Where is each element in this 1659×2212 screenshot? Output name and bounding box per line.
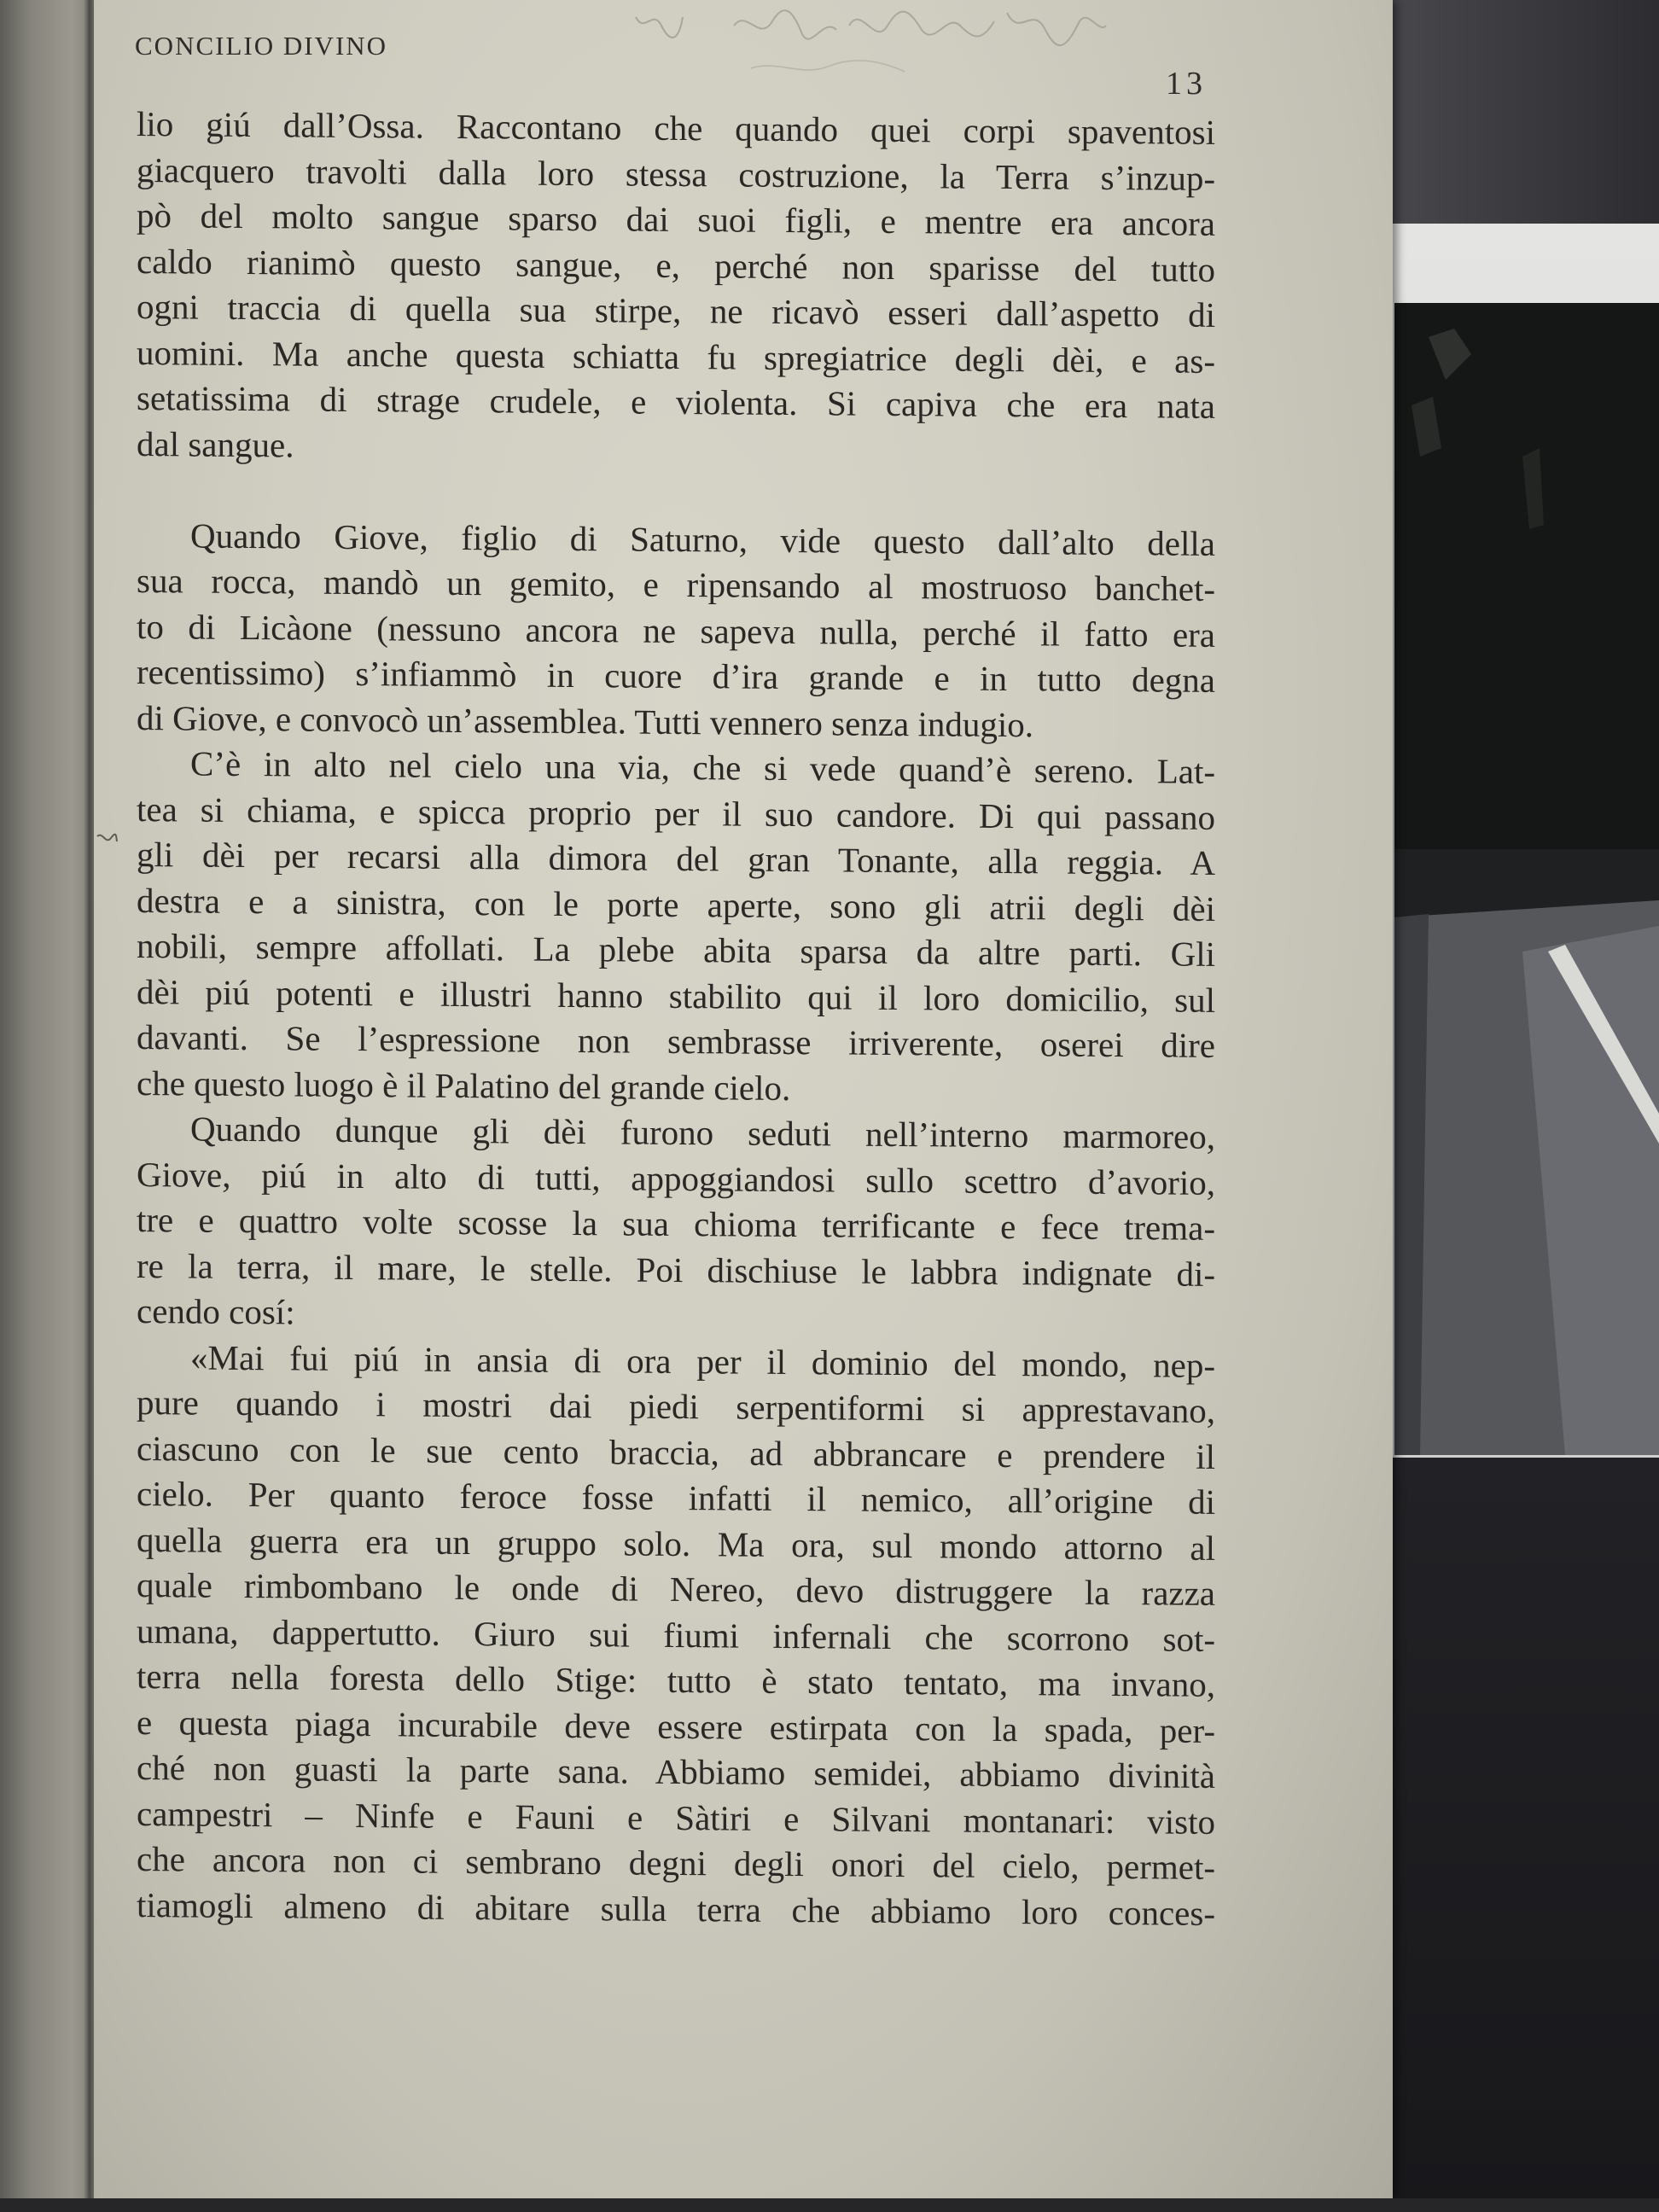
pencil-margin-mark: [96, 830, 118, 850]
text-line: cendo cosí:: [137, 1291, 295, 1332]
section-break: [137, 467, 1215, 521]
paragraph: [137, 513, 1215, 749]
pencil-annotation: [632, 0, 1109, 94]
text-line: che ancora non ci sembrano degni degli onori del cielo, permet-: [137, 1839, 1215, 1887]
text-line: uomini. Ma anche questa schiatta fu spregiatrice degli dèi, e as-: [137, 332, 1215, 381]
text-line: quale rimbombano le onde di Nereo, devo distruggere la razza: [137, 1565, 1215, 1613]
text-line: sua rocca, mandò un gemito, e ripensando al mostruoso banchet-: [137, 561, 1215, 608]
text-line: recentissimo) s’infiammò in cuore d’ira grande e in tutto degna: [137, 652, 1215, 700]
text-line: che questo luogo è il Palatino del grande cielo.: [137, 1062, 791, 1108]
text-line: tiamogli almeno di abitare sulla terra che abbiamo loro conces-: [137, 1884, 1215, 1933]
text-line: ciascuno con le sue cento braccia, ad abbrancare e prendere il: [137, 1428, 1215, 1476]
text-line: nobili, sempre affollati. La plebe abita sparsa da altre parti. Gli: [137, 926, 1215, 974]
text-line: di Giove, e convocò un’assemblea. Tutti vennero senza indugio.: [137, 697, 1033, 744]
paragraph: [137, 1106, 1215, 1342]
text-line: re la terra, il mare, le stelle. Poi dischiuse le labbra indignate di-: [137, 1245, 1215, 1294]
text-line: davanti. Se l’espressione non sembrasse irriverente, oserei dire: [137, 1017, 1215, 1065]
dark-background-bottom-right: [1391, 1458, 1659, 2212]
text-line: quella guerra era un gruppo solo. Ma ora, sul mondo attorno al: [137, 1519, 1215, 1568]
text-line: tre e quattro volte scosse la sua chioma terrificante e fece trema-: [137, 1200, 1215, 1248]
text-line: ogni traccia di quella sua stirpe, ne ricavò esseri dall’aspetto di: [137, 287, 1215, 335]
text-line: «Mai fui piú in ansia di ora per il dominio del mondo, nep-: [190, 1336, 1215, 1385]
text-line: pure quando i mostri dai piedi serpentiformi si apprestavano,: [137, 1382, 1215, 1430]
text-line: Quando Giove, figlio di Saturno, vide questo dall’alto della: [190, 515, 1215, 563]
text-line: ché non guasti la parte sana. Abbiamo semidei, abbiamo divinità: [137, 1748, 1215, 1796]
body-text: [137, 102, 1215, 1936]
text-line: tea si chiama, e spicca proprio per il suo candore. Di qui passano: [137, 789, 1215, 837]
text-line: campestri – Ninfe e Fauni e Sàtiri e Silvani montanari: visto: [137, 1793, 1215, 1842]
text-line: pò del molto sangue sparso dai suoi figli, e mentre era ancora: [137, 195, 1215, 243]
paragraph: [137, 102, 1215, 475]
text-line: cielo. Per quanto feroce fosse infatti il nemico, all’origine di: [137, 1474, 1215, 1522]
road-photo: [1394, 303, 1659, 1455]
text-line: Giove, piú in alto di tutti, appoggiandosi sullo scettro d’avorio,: [137, 1154, 1215, 1202]
text-line: dal sangue.: [137, 423, 294, 464]
text-line: destra e a sinistra, con le porte aperte, sono gli atrii degli dèi: [137, 880, 1215, 928]
text-line: umana, dappertutto. Giuro sui fiumi infernali che scorrono sot-: [137, 1610, 1215, 1659]
text-line: Quando dunque gli dèi furono seduti nell’interno marmoreo,: [190, 1109, 1215, 1156]
text-line: to di Licàone (nessuno ancora ne sapeva nulla, perché il fatto era: [137, 606, 1215, 655]
page-number: 13: [1166, 66, 1207, 102]
text-line: e questa piaga incurabile deve essere estirpata con la spada, per-: [137, 1702, 1215, 1750]
paragraph: [137, 741, 1215, 1115]
page-bottom-edge: [0, 2198, 1659, 2212]
text-line: C’è in alto nel cielo una via, che si vede quand’è sereno. Lat-: [190, 743, 1215, 791]
dark-background-top-right: [1391, 0, 1659, 227]
text-line: lio giú dall’Ossa. Raccontano che quando quei corpi spaventosi: [137, 104, 1215, 152]
running-head: CONCILIO DIVINO: [135, 31, 388, 61]
text-line: dèi piú potenti e illustri hanno stabilito qui il loro domicilio, sul: [137, 971, 1215, 1020]
text-line: caldo rianimò questo sangue, e, perché non sparisse del tutto: [137, 241, 1215, 289]
text-line: terra nella foresta dello Stige: tutto è stato tentato, ma invano,: [137, 1656, 1215, 1704]
text-line: setatissima di strage crudele, e violenta. Si capiva che era nata: [137, 378, 1215, 426]
text-line: giacquero travolti dalla loro stessa costruzione, la Terra s’inzup-: [137, 149, 1215, 198]
text-line: gli dèi per recarsi alla dimora del gran Tonante, alla reggia. A: [137, 835, 1215, 882]
paragraph: [137, 1335, 1215, 1936]
